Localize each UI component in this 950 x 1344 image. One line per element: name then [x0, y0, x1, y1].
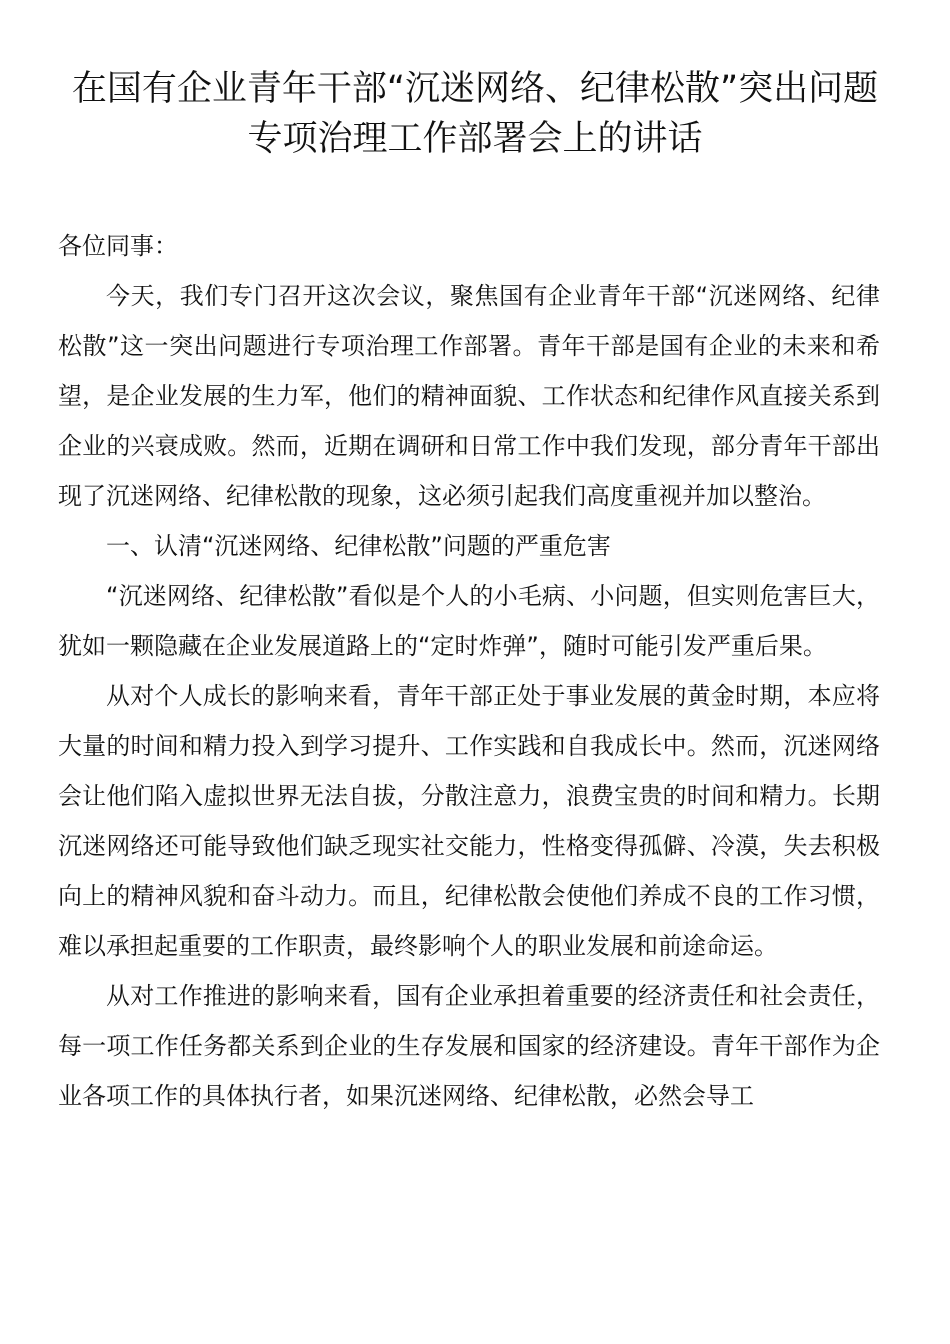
paragraph-personal-growth: 从对个人成长的影响来看，青年干部正处于事业发展的黄金时期，本应将大量的时间和精力投入到学习提升、工作实践和自我成长中。然而，沉迷网络会让他们陷入虚拟世界无法自拔，分散注意力，浪费宝贵的时间和精力。长期沉迷网络还可能导致他们缺乏现实社交能力，性格变得孤僻、冷漠，失去积极向上的精神风貌和奋斗动力。而且，纪律松散会使他们养成不良的工作习惯，难以承担起重要的工作职责，最终影响个人的职业发展和前途命运。 [58, 682, 880, 960]
paragraph-harm-overview: “沉迷网络、纪律松散”看似是个人的小毛病、小问题，但实则危害巨大，犹如一颗隐藏在企业发展道路上的“定时炸弹”，随时可能引发严重后果。 [58, 582, 880, 660]
section-heading-1: 一、认清“沉迷网络、纪律松散”问题的严重危害 [106, 532, 611, 560]
document-title: 在国有企业青年干部“沉迷网络、纪律松散”突出问题专项治理工作部署会上的讲话 [71, 69, 879, 159]
paragraph-intro: 今天，我们专门召开这次会议，聚焦国有企业青年干部“沉迷网络、纪律松散”这一突出问题进行专项治理工作部署。青年干部是国有企业的未来和希望，是企业发展的生力军，他们的精神面貌、工作状态和纪律作风直接关系到企业的兴衰成败。然而，近期在调研和日常工作中我们发现，部分青年干部出现了沉迷网络、纪律松散的现象，这必须引起我们高度重视并加以整治。 [58, 282, 880, 510]
paragraph-work-progress: 从对工作推进的影响来看，国有企业承担着重要的经济责任和社会责任，每一项工作任务都关系到企业的生存发展和国家的经济建设。青年干部作为企业各项工作的具体执行者，如果沉迷网络、纪律松散，必然会导工 [58, 982, 880, 1110]
document-body [58, 221, 880, 1121]
greeting: 各位同事： [58, 232, 178, 260]
